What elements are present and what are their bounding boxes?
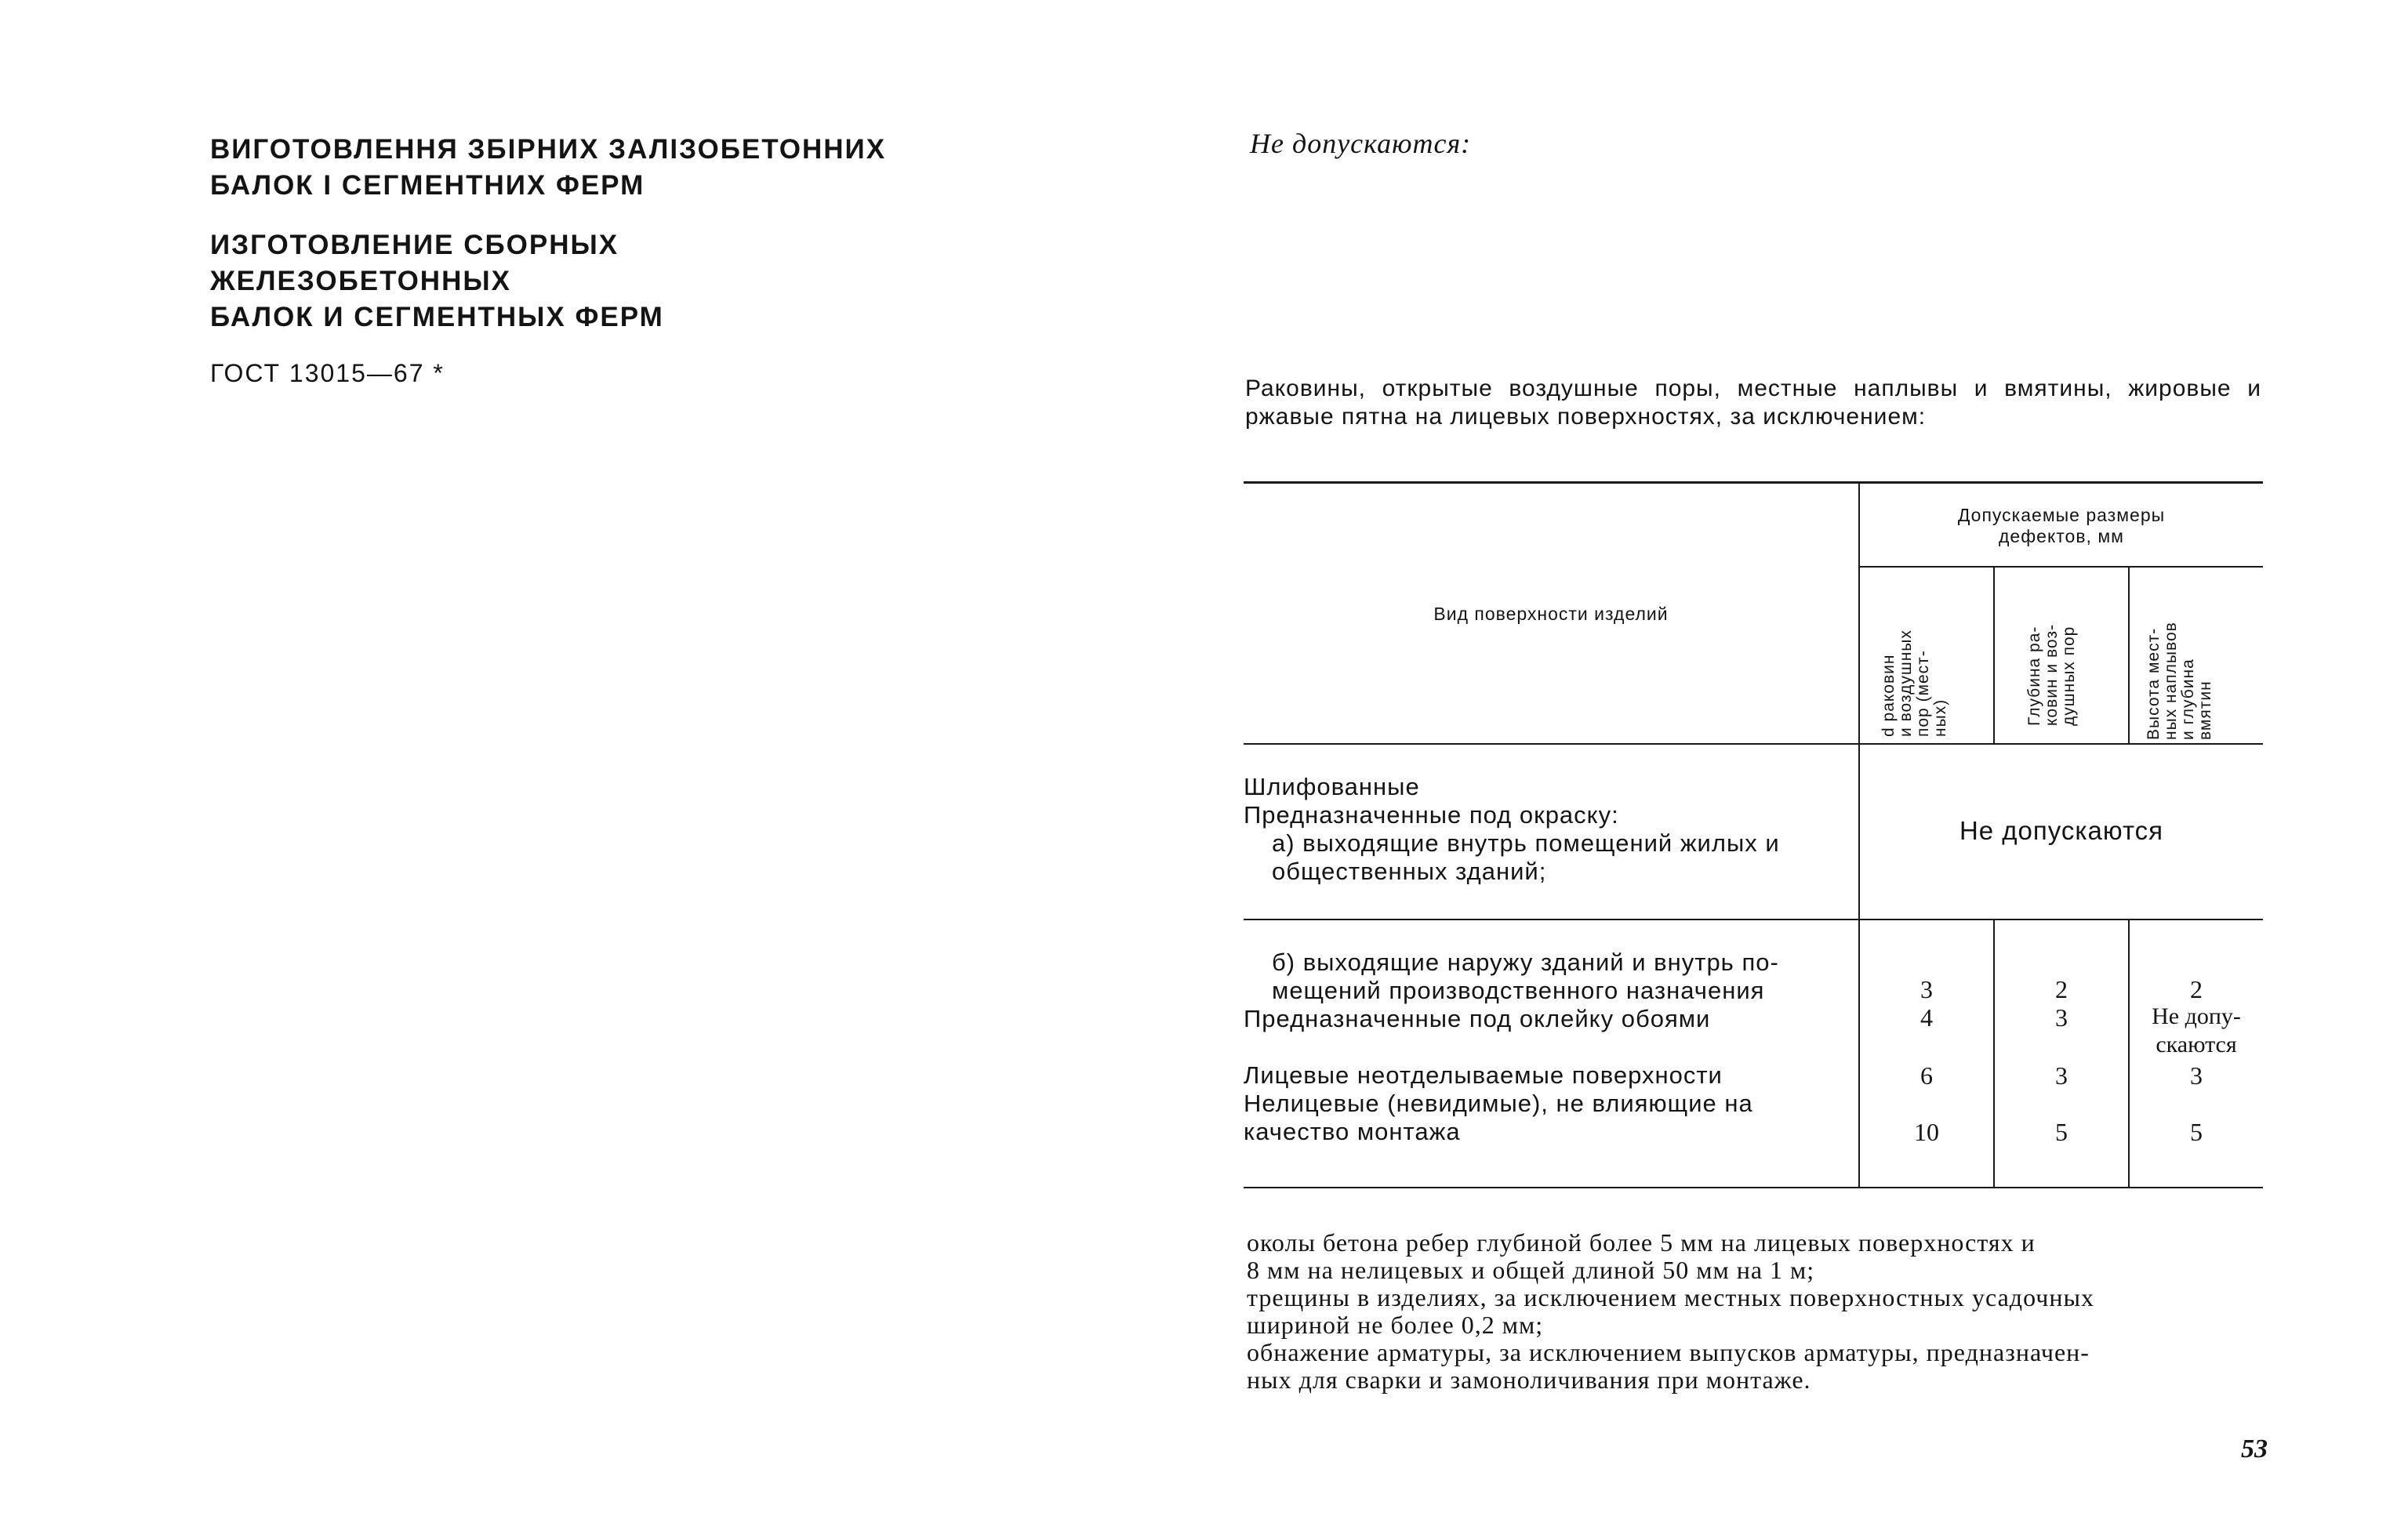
label-for-painting: Предназначенные под окраску: [1244, 801, 1619, 829]
row-nonfacing-v3: 5 [2190, 1118, 2203, 1146]
row-b-v2: 2 [2055, 975, 2068, 1003]
block1-merged-value: Не допускаются [1959, 816, 2164, 845]
row-facing-v2: 3 [2055, 1061, 2068, 1090]
sub-col-diameter: d раковин и воздушных пор (мест- ных) [1880, 629, 1949, 737]
row-nonfacing-label-line2: качество монтажа [1244, 1118, 1461, 1145]
row-nonfacing-label [1244, 1090, 1855, 1146]
row-nonfacing-v1: 10 [1914, 1118, 1939, 1146]
row-b-v1: 3 [1920, 975, 1933, 1003]
title-ru-line2: БАЛОК И СЕГМЕНТНЫХ ФЕРМ [210, 302, 664, 332]
row-nonfacing-label-line1: Нелицевые (невидимые), не влияющие на [1244, 1090, 1753, 1117]
title-ua-line1: ВИГОТОВЛЕННЯ ЗБІРНИХ ЗАЛІЗОБЕТОННИХ [210, 134, 887, 165]
intro-paragraph: Раковины, открытые воздушные поры, местные наплывы и вмятины, жировые и ржавые пятна на лицевых поверхностях, за исключением: [1245, 375, 2261, 430]
note-chips-line1: околы бетона ребер глубиной более 5 мм на лицевых поверхностях и [1247, 1228, 2036, 1257]
label-item-a-line2: общественных зданий; [1272, 858, 1547, 885]
sub-col-depth: Глубина ра- ковин и воз- душных пор [2025, 624, 2078, 726]
note-rebar-line1: обнажение арматуры, за исключением выпусков арматуры, предназначен- [1247, 1338, 2090, 1366]
group-header-line1: Допускаемые размеры [1957, 505, 2166, 525]
group-header-line2: дефектов, мм [1999, 526, 2124, 546]
note-cracks-line1: трещины в изделиях, за исключением местных поверхностных усадочных [1247, 1283, 2094, 1311]
title-russian [210, 227, 900, 336]
row-wallpaper-v3-line1: Не допу- [2152, 1003, 2241, 1029]
row-facing-v1: 6 [1920, 1061, 1933, 1090]
note-chips-line2: 8 мм на нелицевых и общей длиной 50 мм на 1 м; [1247, 1256, 1815, 1284]
title-ru-line1: ИЗГОТОВЛЕНИЕ СБОРНЫХ ЖЕЛЕЗОБЕТОННЫХ [210, 230, 619, 296]
defects-table [1244, 481, 2263, 1188]
surface-col-header: Вид поверхности изделий [1433, 604, 1669, 624]
col3-values [2130, 481, 2263, 1188]
row-wallpaper-v2: 3 [2055, 1003, 2068, 1032]
row-facing-v3: 3 [2190, 1061, 2203, 1090]
row-b-label-line2: мещений производственного назначения [1272, 977, 1765, 1004]
row-b-label [1244, 948, 1855, 1005]
row-facing-label: Лицевые неотделываемые поверхности [1244, 1061, 1723, 1089]
title-block [210, 132, 900, 388]
gost-number: ГОСТ 13015—67 * [210, 359, 445, 387]
row-b-label-line1: б) выходящие наружу зданий и внутрь по- [1272, 948, 1779, 976]
row-wallpaper-label: Предназначенные под оклейку обоями [1244, 1005, 1711, 1032]
not-allowed-heading: Не допускаются: [1250, 128, 1472, 159]
col2-values [1995, 481, 2128, 1188]
notes-list [1247, 1229, 2263, 1394]
sub-col-height: Высота мест- ных наплывов и глубина вмятин [2145, 622, 2214, 740]
title-ua-line2: БАЛОК І СЕГМЕНТНИХ ФЕРМ [210, 170, 645, 201]
row-nonfacing-v2: 5 [2055, 1118, 2068, 1146]
row-wallpaper-v1: 4 [1920, 1003, 1933, 1032]
page-number: 53 [2241, 1435, 2268, 1464]
row-wallpaper-v3-line2: скаются [2156, 1032, 2237, 1057]
row-b-v3: 2 [2190, 975, 2203, 1003]
note-cracks-line2: шириной не более 0,2 мм; [1247, 1311, 1544, 1339]
label-item-a-line1: а) выходящие внутрь помещений жилых и [1272, 829, 1780, 857]
title-ukrainian [210, 132, 900, 204]
note-rebar-line2: ных для сварки и замоноличивания при монтаже. [1247, 1366, 1811, 1394]
col1-values [1860, 481, 1993, 1188]
label-polished: Шлифованные [1244, 773, 1420, 800]
block1-label [1244, 773, 1855, 886]
